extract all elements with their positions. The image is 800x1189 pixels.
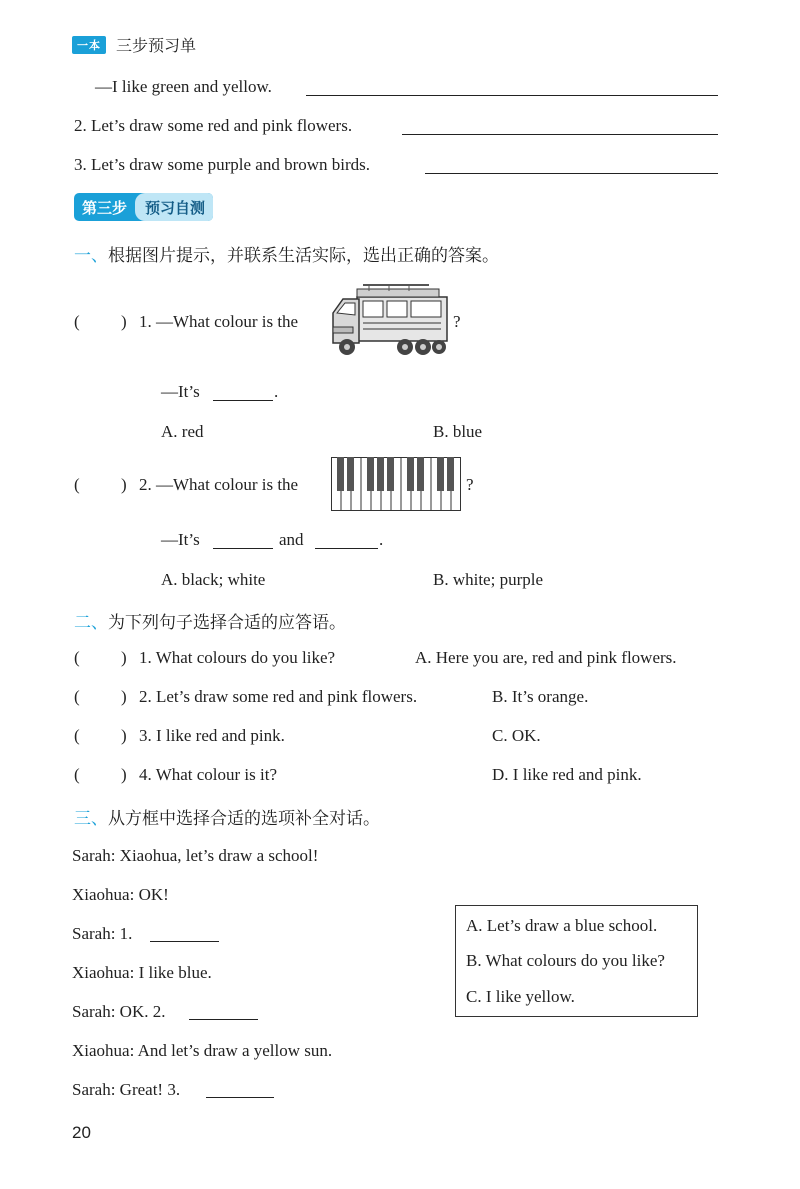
paren-close: )	[121, 648, 127, 667]
section-number: 三、	[74, 809, 108, 829]
match-question: 2. Let’s draw some red and pink flowers.	[139, 687, 418, 706]
dialogue-line: Sarah: 1.	[72, 924, 133, 943]
question-text: 1. —What colour is the	[139, 312, 299, 331]
answer-prefix: —It’s	[161, 530, 200, 549]
match-answer: D. I like red and pink.	[492, 765, 642, 784]
question-text: 2. —What colour is the	[139, 475, 299, 494]
reply-line: —I like green and yellow.	[95, 77, 272, 96]
option-b: B. blue	[433, 422, 483, 441]
section-number: 一、	[74, 246, 108, 266]
match-answer: C. OK.	[492, 726, 541, 745]
dialogue-line: Sarah: OK. 2.	[72, 1002, 166, 1021]
page-number: 20	[72, 1123, 91, 1142]
step-tag	[74, 193, 213, 221]
section-title: 根据图片提示，并联系生活实际，选出正确的答案。	[108, 246, 499, 266]
exercise-q2: 2. Let’s draw some red and pink flowers.	[74, 116, 353, 135]
step-label: 预习自测	[135, 193, 213, 221]
answer-line[interactable]	[425, 173, 718, 174]
header-title: 三步预习单	[116, 36, 197, 55]
paren-open: (	[74, 687, 80, 706]
match-question: 3. I like red and pink.	[139, 726, 285, 745]
question-mark: ?	[466, 475, 474, 494]
answer-line[interactable]	[306, 95, 718, 96]
dialogue-line: Xiaohua: OK!	[72, 885, 169, 904]
section2-heading	[74, 608, 346, 633]
paren-open: (	[74, 765, 80, 784]
question-mark: ?	[453, 312, 461, 331]
option-a: A. red	[161, 422, 204, 441]
match-question: 4. What colour is it?	[139, 765, 278, 784]
paren-close: )	[121, 687, 127, 706]
section-title: 为下列句子选择合适的应答语。	[108, 613, 346, 633]
paren-close: )	[121, 312, 127, 331]
options-box	[455, 905, 698, 1017]
paren-open: (	[74, 475, 80, 494]
answer-blank[interactable]	[213, 548, 273, 549]
match-answer: A. Here you are, red and pink flowers.	[415, 648, 677, 667]
answer-blank[interactable]	[213, 400, 273, 401]
paren-open: (	[74, 726, 80, 745]
brand-logo: 一本	[72, 36, 106, 54]
section-number: 二、	[74, 613, 108, 633]
answer-suffix: .	[379, 530, 384, 549]
option-item: C. I like yellow.	[466, 987, 575, 1006]
answer-line[interactable]	[402, 134, 718, 135]
option-b: B. white; purple	[433, 570, 544, 589]
exercise-q3: 3. Let’s draw some purple and brown birds.	[74, 155, 371, 174]
step-number: 第三步	[82, 198, 128, 217]
answer-suffix: .	[274, 382, 279, 401]
paren-open: (	[74, 648, 80, 667]
answer-blank[interactable]	[150, 941, 219, 942]
section3-heading	[74, 804, 380, 829]
dialogue-line: Xiaohua: And let’s draw a yellow sun.	[72, 1041, 333, 1060]
piano-keyboard-icon	[331, 457, 461, 511]
paren-close: )	[121, 765, 127, 784]
section1-heading	[74, 241, 499, 266]
paren-close: )	[121, 475, 127, 494]
answer-blank[interactable]	[189, 1019, 258, 1020]
option-a: A. black; white	[161, 570, 266, 589]
dialogue-line: Sarah: Xiaohua, let’s draw a school!	[72, 846, 319, 865]
dialogue-line: Xiaohua: I like blue.	[72, 963, 212, 982]
option-item: B. What colours do you like?	[466, 951, 665, 970]
answer-prefix: —It’s	[161, 382, 200, 401]
section-title: 从方框中选择合适的选项补全对话。	[108, 809, 380, 829]
fire-truck-icon	[329, 283, 451, 361]
match-question: 1. What colours do you like?	[139, 648, 336, 667]
answer-blank[interactable]	[315, 548, 378, 549]
answer-and: and	[279, 530, 304, 549]
dialogue-line: Sarah: Great! 3.	[72, 1080, 181, 1099]
answer-blank[interactable]	[206, 1097, 274, 1098]
option-item: A. Let’s draw a blue school.	[466, 916, 658, 935]
paren-open: (	[74, 312, 80, 331]
paren-close: )	[121, 726, 127, 745]
match-answer: B. It’s orange.	[492, 687, 589, 706]
